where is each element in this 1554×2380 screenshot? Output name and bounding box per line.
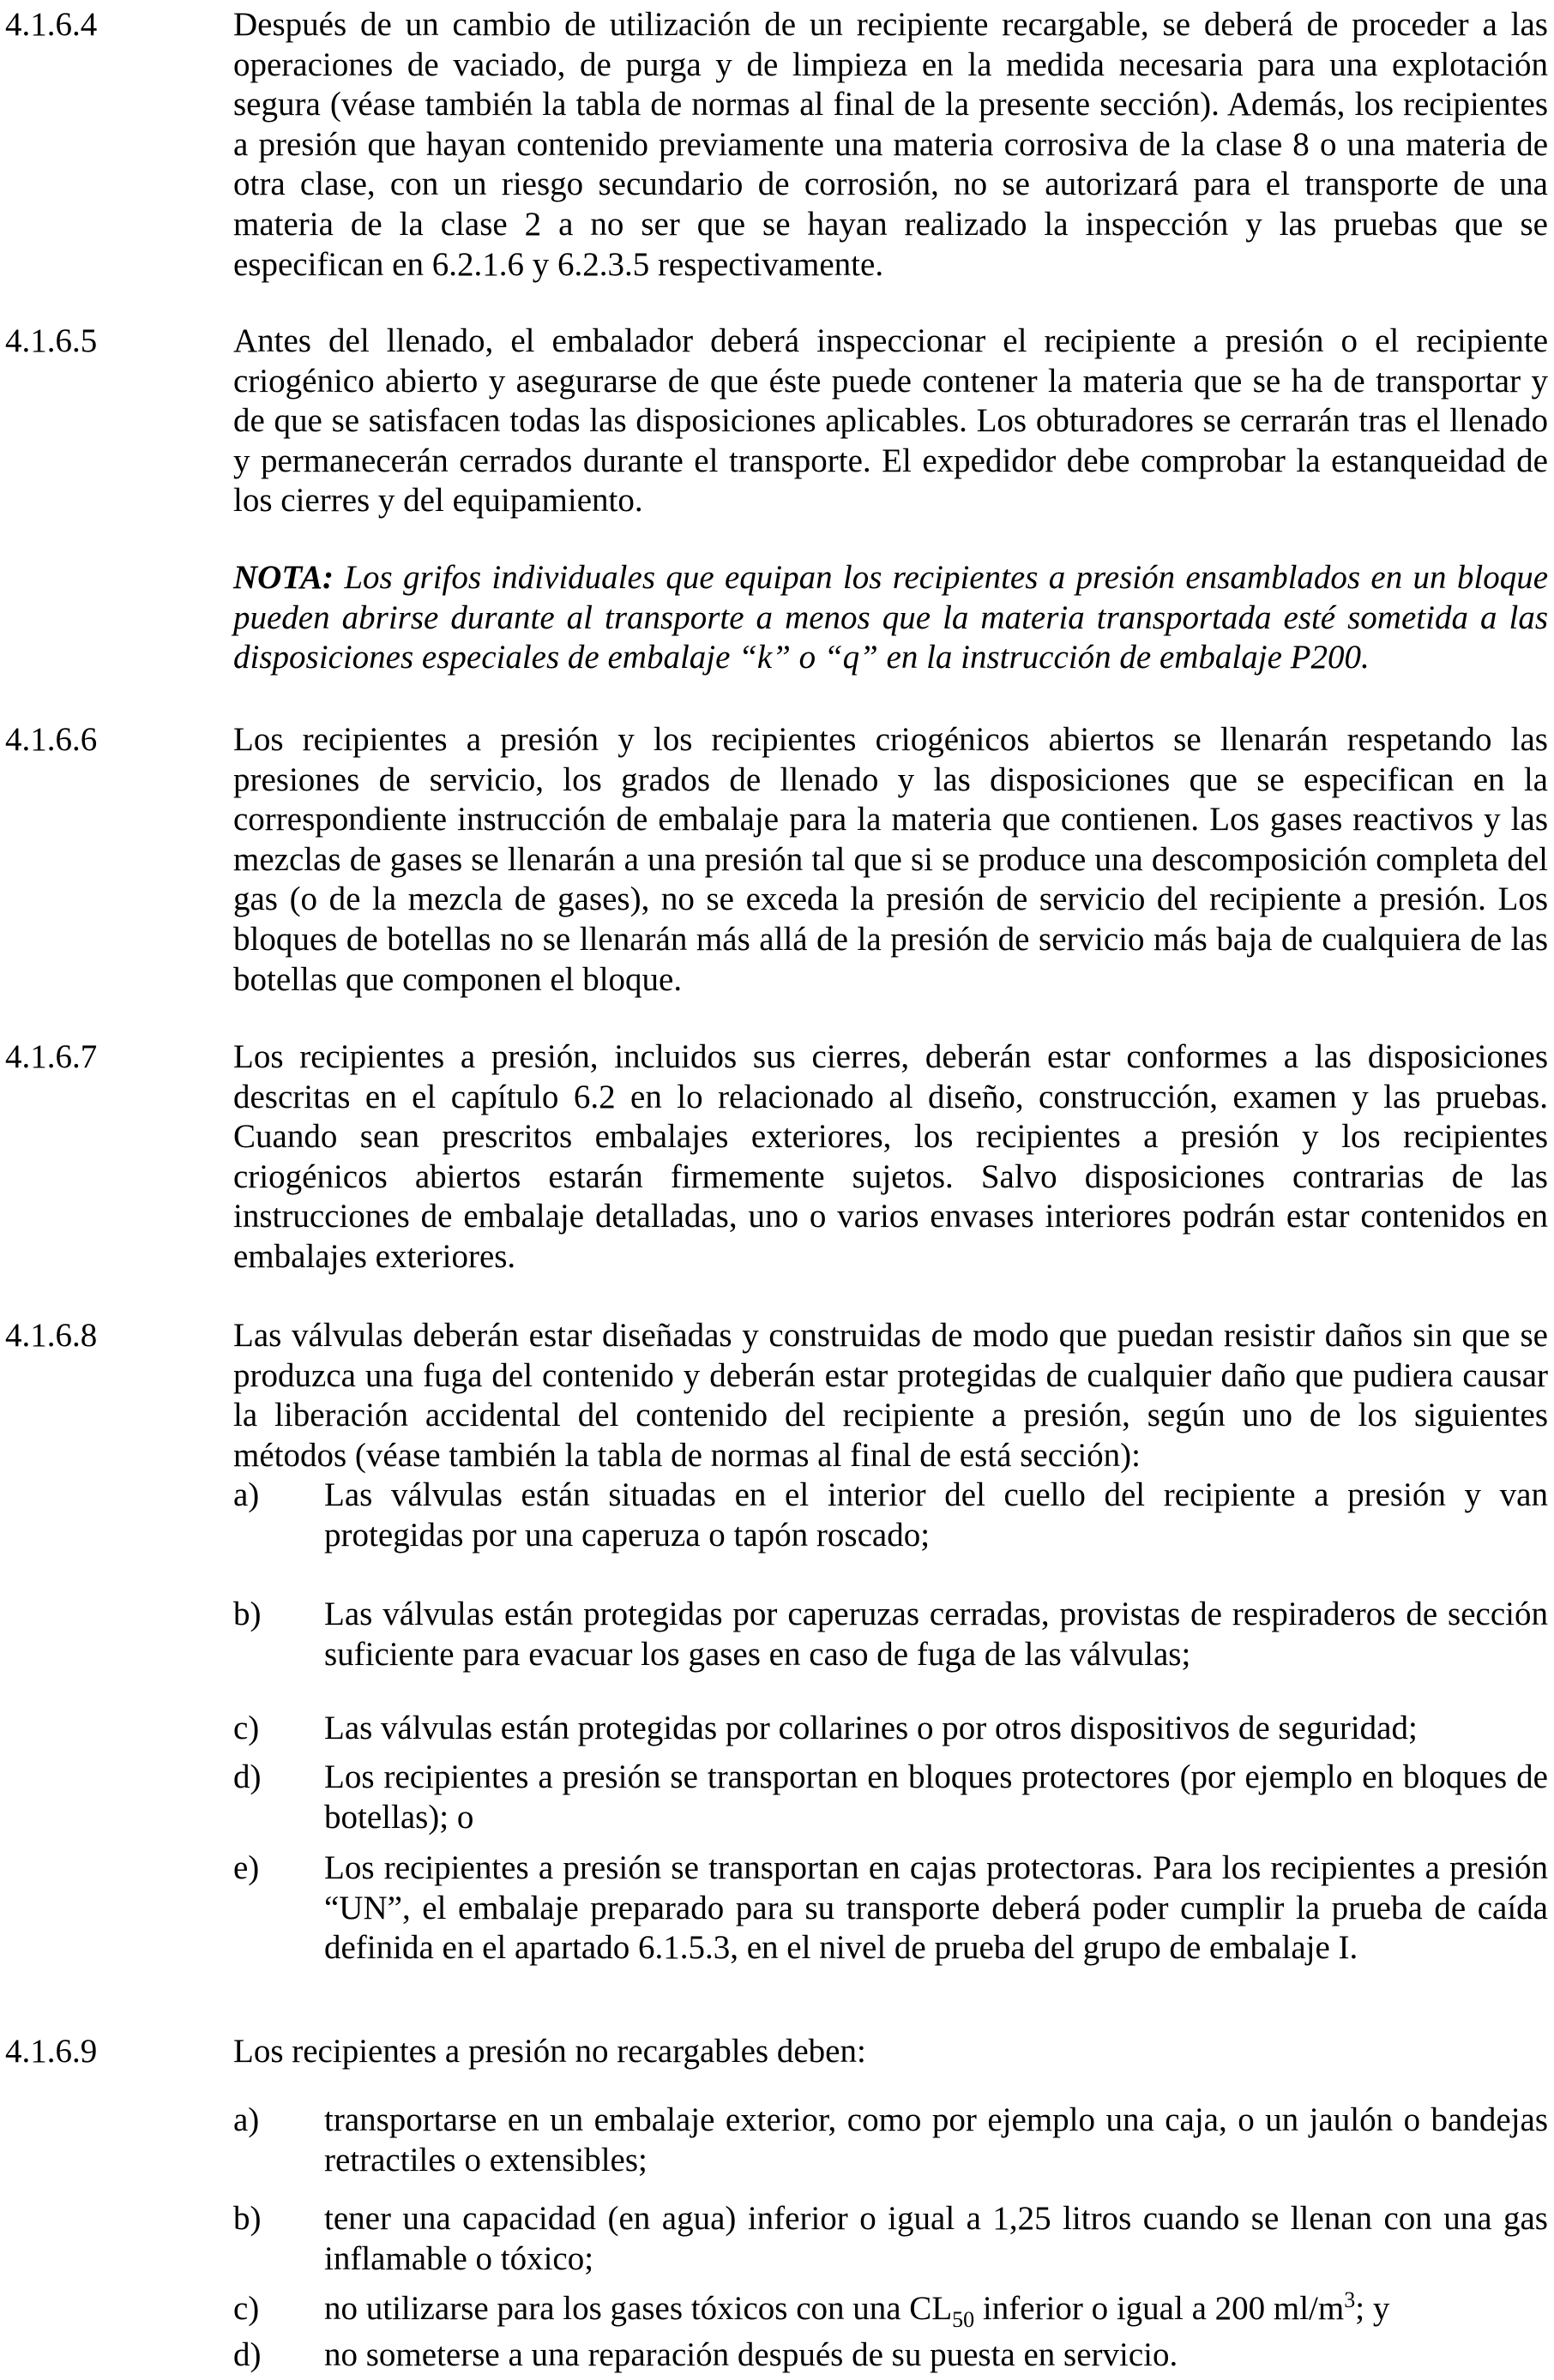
list-item: Las válvulas están protegidas por caperuzas cerradas, provistas de respiraderos de sección suficiente para evacuar los gases en caso de fuga de las válvulas; [324,1596,1548,1673]
list-item-letter: a) [233,1476,260,1513]
note-label: NOTA: [233,559,334,596]
list-item-text: inferior o igual a 200 ml/m [974,2290,1345,2327]
section-paragraph: Los recipientes a presión, incluidos sus cierres, deberán estar conformes a las disposiciones descritas en el capítulo 6.2 en lo relacionado al diseño, construcción, examen y las pruebas. Cuando sean prescritos embalajes exteriores, los recipientes a presión y los recipientes criogénicos abiertos estarán firmemente sujetos. Salvo disposiciones contrarias de las instrucciones de embalaje detalladas, uno o varios envases interiores podrán estar contenidos en embalajes exteriores. [233,1038,1548,1275]
note-block [233,558,1548,678]
section-paragraph: Antes del llenado, el embalador deberá inspeccionar el recipiente a presión o el recipiente criogénico abierto y asegurarse de que éste puede contener la materia que se ha de transportar y de que se satisfacen todas las disposiciones aplicables. Los obturadores se cerrarán tras el llenado y permanecerán cerrados durante el transporte. El expedidor debe comprobar la estanqueidad de los cierres y del equipamiento. [233,322,1548,520]
list-item-letter: a) [233,2101,260,2138]
superscript: 3 [1344,2287,1356,2312]
section-number: 4.1.6.9 [5,2033,98,2070]
list-item-text: ; y [1355,2290,1390,2327]
section-number: 4.1.6.6 [5,721,98,758]
subscript: 50 [952,2306,975,2332]
section-paragraph: Las válvulas deberán estar diseñadas y construidas de modo que puedan resistir daños sin que se produzca una fuga del contenido y deberán estar protegidas de cualquier daño que pudiera causar la liberación accidental del contenido del recipiente a presión, según uno de los siguientes métodos (véase también la tabla de normas al final de está sección): [233,1317,1548,1474]
list-item-letter: b) [233,2200,262,2237]
list-item [324,2287,1548,2332]
list-item: tener una capacidad (en agua) inferior o igual a 1,25 litros cuando se llenan con una gas inflamable o tóxico; [324,2200,1548,2277]
list-item-letter: d) [233,2336,262,2373]
section-number: 4.1.6.5 [5,322,98,359]
list-item-letter: e) [233,1849,260,1886]
section-paragraph: Los recipientes a presión no recargables deben: [233,2033,866,2070]
list-item-letter: d) [233,1758,262,1795]
list-item-letter: b) [233,1596,262,1632]
list-item: Las válvulas están protegidas por collarines o por otros dispositivos de seguridad; [324,1710,1418,1746]
section-number: 4.1.6.4 [5,6,98,43]
list-item: Las válvulas están situadas en el interior del cuello del recipiente a presión y van protegidas por una caperuza o tapón roscado; [324,1476,1548,1554]
list-item: Los recipientes a presión se transportan en cajas protectoras. Para los recipientes a presión “UN”, el embalaje preparado para su transporte deberá poder cumplir la prueba de caída definida en el apartado 6.1.5.3, en el nivel de prueba del grupo de embalaje I. [324,1849,1548,1967]
list-item-letter: c) [233,1710,260,1746]
list-item: transportarse en un embalaje exterior, como por ejemplo una caja, o un jaulón o bandejas retractiles o extensibles; [324,2101,1548,2179]
list-item-letter: c) [233,2290,260,2327]
section-paragraph: Los recipientes a presión y los recipientes criogénicos abiertos se llenarán respetando las presiones de servicio, los grados de llenado y las disposiciones que se especifican en la correspondiente instrucción de embalaje para la materia que contienen. Los gases reactivos y las mezclas de gases se llenarán a una presión tal que si se produce una descomposición completa del gas (o de la mezcla de gases), no se exceda la presión de servicio del recipiente a presión. Los bloques de botellas no se llenarán más allá de la presión de servicio más baja de cualquiera de las botellas que componen el bloque. [233,721,1548,998]
section-number: 4.1.6.8 [5,1317,98,1354]
list-item-text: no utilizarse para los gases tóxicos con una CL [324,2290,953,2327]
section-paragraph: Después de un cambio de utilización de un recipiente recargable, se deberá de proceder a las operaciones de vaciado, de purga y de limpieza en la medida necesaria para una explotación segura (véase también la tabla de normas al final de la presente sección). Además, los recipientes a presión que hayan contenido previamente una materia corrosiva de la clase 8 o una materia de otra clase, con un riesgo secundario de corrosión, no se autorizará para el transporte de una materia de la clase 2 a no ser que se hayan realizado la inspección y las pruebas que se especifican en 6.2.1.6 y 6.2.3.5 respectivamente. [233,6,1548,283]
list-item: no someterse a una reparación después de su puesta en servicio. [324,2336,1178,2373]
section-number: 4.1.6.7 [5,1038,98,1075]
list-item: Los recipientes a presión se transportan en bloques protectores (por ejemplo en bloques de botellas); o [324,1758,1548,1836]
note-text: Los grifos individuales que equipan los recipientes a presión ensamblados en un bloque pueden abrirse durante al transporte a menos que la materia transportada esté sometida a las disposiciones especiales de embalaje “k” o “q” en la instrucción de embalaje P200. [233,559,1549,676]
